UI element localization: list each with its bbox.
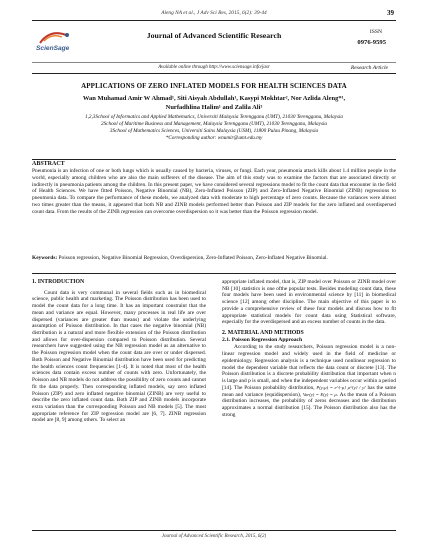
- abstract-body: Pneumonia is an infection of one or both lungs which is usually caused by bacteria, viruses, or fungi. Each year, pneumonia attack kills about 1.4 million people in the world, especially among children who are also the main sufferers of the disease. The aim of this study was to examine the factors that are associated directly or indirectly in pneumonia patients among the children. In this present paper, we have considered several regressions model to fit the count data that encounter in the field of Health Sciences. We have fitted Poisson, Negative Binomial (NB), Zero-Inflated Poisson (ZIP) and Zero-Inflated Negative Binomial (ZINB) regressions to pneumonia data. To compare the performance of these models, we analyzed data with moderate to high percentage of zero counts. Because the variances were almost two times greater than the means, it appeared that both NB and ZINB models performed better than Poisson and ZIP models for the zero inflated and overdispersed count data. From the results of the ZINB regression can overcome overdispersion so it was better than the Poisson regression model.: [32, 168, 396, 215]
- article-type: Research Article: [350, 65, 388, 71]
- left-column: [32, 279, 206, 424]
- issn-label: ISSN: [369, 29, 382, 35]
- equidispersion-formula: Var(y) = E(y) = μ: [302, 391, 337, 397]
- keywords-text: Poisson regression, Negative Binomial Regression, Overdispersion, Zero-Inflated Poisson, Zero-Inflated Negative Binomial.: [58, 255, 328, 261]
- sciensage-logo: [36, 29, 78, 57]
- poisson-text-a: According to the study researchers, Poisson regression model is a non-linear regression model and widely used in the field of medicine or epidemiology. Regression analysis is a technique used nonlinear regression to model the dependent variable that reflects the data count or discrete [13]. The Poisson distribution is a discrete probability distribution that important when n is large and p is small, and when the independent variables occur within a period [14]. The Poisson probability distribution,: [222, 344, 396, 391]
- authors-line-2: Nurfadhlina Halim¹ and Zalila Ali³: [165, 104, 263, 111]
- abstract-heading: ABSTRACT: [32, 159, 396, 167]
- affiliation-3: 3School of Mathematics Sciences, Universiti Sains Malaysia (USM), 11800 Pulau Pinang, Malaysia: [109, 128, 319, 134]
- logo-swoosh-icon: [36, 29, 78, 57]
- affiliation-1: 1,2,3School of Informatics and Applied Mathematics, Universiti Malaysia Terengganu (UMT), 21030 Terengganu, Malaysia: [84, 114, 344, 120]
- right-column: [222, 279, 396, 418]
- corresponding-author[interactable]: *Corresponding author: wnumir@umt.edu.my: [165, 135, 263, 141]
- affiliation-2: 2School of Maritime Business and Management, Malaysia Terengganu (UMT), 21030 Terengganu, Malaysia: [100, 121, 328, 127]
- journal-url[interactable]: Available online through http://www.sciensage.info/jasr: [158, 65, 270, 70]
- poisson-text-c: . As the mean of a Poisson distribution increases, the probability of zeros decreases and the distribution approximates a normal distribution [15]. The Poisson distribution also has the strong: [222, 391, 396, 418]
- intro-continuation: appropriate inflated model, that is, ZIP model over Poisson or ZINB model over NB [10] statistics is one ofthe popular tests. Besides modeling count data, these four models have been used in environmental science by [11] in biomedical science [12] among other discipline. The main objective of this paper is to provide a comprehensive review of these four models and discuss how to fit appropriate statistical models for count data using Statistical software, especially for the overdispersed and an excess number of counts in the data.: [222, 279, 396, 326]
- author-list: [40, 94, 388, 112]
- keywords-label: Keywords:: [32, 255, 58, 261]
- authors-line-1: Wan Muhamad Amir W Ahmad¹, Siti Aisyah Abdullah¹, Kasypi Mokhtar², Nor Azlida Aleng*¹,: [82, 95, 346, 102]
- introduction-heading: 1. INTRODUCTION: [32, 279, 85, 285]
- page-number: 39: [387, 9, 394, 17]
- methods-heading: 2. MATERIAL AND METHODS: [222, 330, 304, 337]
- logo-text: ScienSage: [36, 45, 70, 52]
- poisson-subheading: 2.1. Poisson Regression Approach: [222, 336, 303, 343]
- introduction-paragraph: Count data is very communal in several fields such as in biomedical science, public health and marketing. The Poisson distribution has been used to model the count data for a long time. It has an important constraint that the mean and variance are equal. However, many processes in real life are over dispersed (variances are greater than means) and violate the underlying assumption of Poisson distribution. In that cases the negative binomial (NB) distribution is a natural and more flexible extension of the Poisson distribution and allows for over-dispersion compared to Poisson distribution. Several researchers have suggested using the NB regression model as an alternative to the Poisson regression model when the count data are over or under dispersed. Both Poisson and Negative Binomial distribution have been used for predicting the health sciences count frequencies [1-4]. It is noted that most of the health sciences data contain excess number of counts with zero. Unfortunately, the Poisson and NB models do not address the possibility of zero counts and cannot fit the data properly. Then corresponding inflated models, say zero inflated Poisson (ZIP) and zero inflated negative binomial (ZINB) are very useful to describe the zero inflated count data. Both ZIP and ZINB models incorporate extra variation than the corresponding Poisson and NB models [5]. The most appropriate reference for ZIP regression model are [6, 7]. ZINB regression model are [8, 9] among others. To select an: [32, 289, 206, 424]
- issn-value: 0976-9595: [357, 39, 386, 46]
- article-title: APPLICATIONS OF ZERO INFLATED MODELS FOR HEALTH SCIENCES DATA: [81, 82, 347, 90]
- keywords-rule: [32, 273, 396, 274]
- keywords: [32, 255, 396, 262]
- poisson-text-b: has the same mean and variance (equidispersion),: [222, 384, 396, 398]
- running-head: Aleng NA et al., J Adv Sci Res, 2015, 6(2): 39-44: [161, 10, 267, 16]
- footer-rule: [32, 530, 396, 531]
- poisson-pmf-formula: P(y;μ) = e^{-μ} μ^{y} / y!: [316, 384, 366, 390]
- journal-name: Journal of Advanced Scientific Research: [146, 31, 282, 40]
- journal-masthead: [32, 20, 396, 74]
- masthead-divider: [32, 62, 396, 63]
- poisson-paragraph: [222, 344, 396, 418]
- page-footer: Journal of Advanced Scientific Research, 2015, 6(2): [161, 534, 267, 539]
